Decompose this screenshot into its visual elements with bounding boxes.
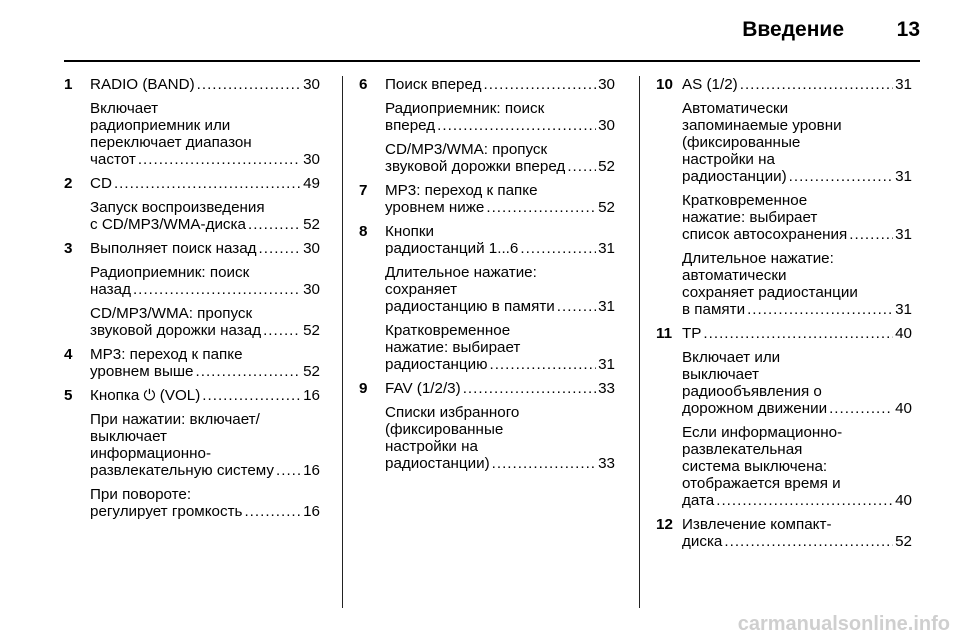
entry-paragraph bbox=[385, 100, 615, 134]
dot-leader bbox=[849, 226, 893, 243]
entry-line bbox=[385, 240, 615, 257]
entry-paragraph bbox=[682, 516, 912, 550]
entry-text: Длительное нажатие: bbox=[385, 264, 537, 281]
entry-paragraph bbox=[385, 141, 615, 175]
entry-line bbox=[682, 492, 912, 509]
entry-text: настройки на bbox=[682, 151, 775, 168]
dot-leader bbox=[114, 175, 301, 192]
entry-text: дорожном движении bbox=[682, 400, 828, 417]
entry-line bbox=[682, 400, 912, 417]
entry-text: Извлечение компакт- bbox=[682, 516, 832, 533]
entry-paragraph bbox=[90, 199, 320, 233]
entry-text: отображается время и bbox=[682, 475, 841, 492]
entry-text: RADIO (BAND) bbox=[90, 76, 195, 93]
entry-paragraph bbox=[385, 182, 615, 216]
watermark: carmanualsonline.info bbox=[737, 613, 950, 635]
dot-leader bbox=[248, 216, 301, 233]
dot-leader bbox=[716, 492, 893, 509]
entry-text: автоматически bbox=[682, 267, 787, 284]
page-reference: 31 bbox=[598, 298, 615, 315]
entry-line bbox=[385, 117, 615, 134]
dot-leader bbox=[463, 380, 596, 397]
entry-paragraph bbox=[682, 192, 912, 243]
dot-leader bbox=[829, 400, 893, 417]
entry-text: TP bbox=[682, 325, 702, 342]
entry-line bbox=[90, 322, 320, 339]
page-reference: 33 bbox=[598, 380, 615, 397]
entry-text: выключает bbox=[90, 428, 167, 445]
entry-text: информационно- bbox=[90, 445, 212, 462]
entry-text: MP3: переход к папке bbox=[90, 346, 243, 363]
dot-leader bbox=[197, 76, 301, 93]
index-entry-9 bbox=[359, 380, 615, 472]
column-1 bbox=[64, 76, 320, 527]
dot-leader bbox=[486, 199, 596, 216]
entry-line bbox=[385, 281, 615, 298]
entry-paragraph bbox=[682, 424, 912, 509]
entry-text: звуковой дорожки вперед bbox=[385, 158, 566, 175]
entry-line bbox=[90, 445, 320, 462]
entry-line bbox=[90, 134, 320, 151]
entry-line bbox=[90, 486, 320, 503]
page-reference: 30 bbox=[598, 117, 615, 134]
entry-line bbox=[385, 380, 615, 397]
page-reference: 49 bbox=[303, 175, 320, 192]
entry-text: Кратковременное bbox=[385, 322, 511, 339]
index-entry-12 bbox=[656, 516, 912, 550]
header-divider bbox=[64, 60, 920, 62]
entry-text: CD bbox=[90, 175, 112, 192]
entry-paragraph bbox=[385, 223, 615, 257]
entry-number: 12 bbox=[656, 516, 673, 533]
entry-text: Кратковременное bbox=[682, 192, 808, 209]
entry-text: радиообъявления о bbox=[682, 383, 822, 400]
entry-text: (фиксированные bbox=[385, 421, 504, 438]
entry-paragraph bbox=[682, 76, 912, 93]
entry-line bbox=[90, 411, 320, 428]
entry-line bbox=[682, 192, 912, 209]
entry-text: MP3: переход к папке bbox=[385, 182, 538, 199]
entry-text: Поиск вперед bbox=[385, 76, 482, 93]
dot-leader bbox=[789, 168, 893, 185]
entry-text: радиостанцию в памяти bbox=[385, 298, 555, 315]
page-reference: 52 bbox=[895, 533, 912, 550]
index-entry-8 bbox=[359, 223, 615, 373]
entry-text: уровнем выше bbox=[90, 363, 194, 380]
entry-line bbox=[682, 383, 912, 400]
dot-leader bbox=[259, 240, 302, 257]
entry-text: CD/MP3/WMA: пропуск bbox=[385, 141, 548, 158]
entry-line bbox=[90, 281, 320, 298]
entry-line bbox=[682, 151, 912, 168]
entry-line bbox=[385, 438, 615, 455]
entry-paragraph bbox=[90, 76, 320, 93]
entry-text: выключает bbox=[682, 366, 759, 383]
dot-leader bbox=[567, 158, 596, 175]
entry-text: нажатие: выбирает bbox=[385, 339, 521, 356]
entry-line bbox=[385, 421, 615, 438]
entry-line bbox=[682, 301, 912, 318]
column-divider-2 bbox=[639, 76, 640, 608]
entry-number: 8 bbox=[359, 223, 368, 240]
page-reference: 30 bbox=[303, 76, 320, 93]
entry-paragraph bbox=[682, 349, 912, 417]
entry-paragraph bbox=[385, 264, 615, 315]
entry-text: частот bbox=[90, 151, 136, 168]
entry-line bbox=[682, 100, 912, 117]
index-entry-5 bbox=[64, 387, 320, 520]
entry-line bbox=[682, 250, 912, 267]
entry-line bbox=[385, 339, 615, 356]
entry-line bbox=[385, 404, 615, 421]
dot-leader bbox=[133, 281, 301, 298]
entry-paragraph bbox=[682, 250, 912, 318]
page-reference: 52 bbox=[598, 199, 615, 216]
dot-leader bbox=[437, 117, 596, 134]
dot-leader bbox=[557, 298, 596, 315]
page-reference: 52 bbox=[303, 363, 320, 380]
page-header bbox=[64, 0, 920, 62]
entry-paragraph bbox=[90, 411, 320, 479]
page-reference: 30 bbox=[303, 281, 320, 298]
entry-text: с CD/MP3/WMA-диска bbox=[90, 216, 246, 233]
index-entry-11 bbox=[656, 325, 912, 509]
entry-text: Автоматически bbox=[682, 100, 789, 117]
entry-number: 11 bbox=[656, 325, 673, 342]
entry-text: (фиксированные bbox=[682, 134, 801, 151]
entry-number: 5 bbox=[64, 387, 73, 404]
page-reference: 31 bbox=[895, 226, 912, 243]
entry-text: Списки избранного bbox=[385, 404, 520, 421]
entry-text: переключает диапазон bbox=[90, 134, 252, 151]
entry-number: 4 bbox=[64, 346, 73, 363]
entry-line bbox=[682, 349, 912, 366]
entry-text: настройки на bbox=[385, 438, 478, 455]
entry-paragraph bbox=[385, 380, 615, 397]
entry-line bbox=[385, 455, 615, 472]
entry-text: вперед bbox=[385, 117, 436, 134]
dot-leader bbox=[724, 533, 893, 550]
entry-line bbox=[90, 387, 320, 404]
column-3 bbox=[656, 76, 912, 557]
entry-line bbox=[90, 216, 320, 233]
entry-line bbox=[385, 322, 615, 339]
entry-text: развлекательную систему bbox=[90, 462, 275, 479]
entry-number: 10 bbox=[656, 76, 673, 93]
entry-line bbox=[682, 424, 912, 441]
entry-line bbox=[90, 305, 320, 322]
entry-text: радиоприемник или bbox=[90, 117, 231, 134]
entry-text: в памяти bbox=[682, 301, 746, 318]
entry-paragraph bbox=[90, 100, 320, 168]
index-entry-3 bbox=[64, 240, 320, 339]
dot-leader bbox=[520, 240, 596, 257]
entry-line bbox=[682, 533, 912, 550]
entry-paragraph bbox=[90, 175, 320, 192]
entry-line bbox=[90, 428, 320, 445]
entry-line bbox=[682, 209, 912, 226]
dot-leader bbox=[483, 76, 596, 93]
dot-leader bbox=[263, 322, 301, 339]
page-number: 13 bbox=[896, 18, 920, 41]
entry-line bbox=[90, 151, 320, 168]
entry-text: При нажатии: включает/ bbox=[90, 411, 260, 428]
page-reference: 16 bbox=[303, 462, 320, 479]
page-reference: 40 bbox=[895, 400, 912, 417]
entry-text: регулирует громкость bbox=[90, 503, 243, 520]
entry-text: развлекательная bbox=[682, 441, 803, 458]
page-reference: 16 bbox=[303, 503, 320, 520]
entry-text: Радиоприемник: поиск bbox=[90, 264, 250, 281]
page-reference: 16 bbox=[303, 387, 320, 404]
entry-text: Кнопка ⏻ (VOL) bbox=[90, 387, 201, 404]
entry-line bbox=[385, 264, 615, 281]
entry-number: 1 bbox=[64, 76, 73, 93]
entry-text: Запуск воспроизведения bbox=[90, 199, 265, 216]
entry-text: сохраняет bbox=[385, 281, 458, 298]
entry-line bbox=[682, 117, 912, 134]
page-reference: 31 bbox=[598, 356, 615, 373]
entry-paragraph bbox=[90, 264, 320, 298]
dot-leader bbox=[196, 363, 302, 380]
page-reference: 31 bbox=[895, 76, 912, 93]
column-2 bbox=[359, 76, 615, 479]
entry-text: звуковой дорожки назад bbox=[90, 322, 262, 339]
entry-line bbox=[682, 441, 912, 458]
page-reference: 40 bbox=[895, 492, 912, 509]
entry-line bbox=[682, 475, 912, 492]
index-entry-4 bbox=[64, 346, 320, 380]
page-reference: 40 bbox=[895, 325, 912, 342]
entry-number: 7 bbox=[359, 182, 368, 199]
entry-text: назад bbox=[90, 281, 131, 298]
entry-text: Если информационно- bbox=[682, 424, 843, 441]
entry-text: система выключена: bbox=[682, 458, 828, 475]
entry-line bbox=[385, 76, 615, 93]
column-divider-1 bbox=[342, 76, 343, 608]
entry-text: Длительное нажатие: bbox=[682, 250, 834, 267]
page-reference: 30 bbox=[303, 240, 320, 257]
entry-line bbox=[385, 141, 615, 158]
entry-text: список автосохранения bbox=[682, 226, 848, 243]
entry-text: уровнем ниже bbox=[385, 199, 485, 216]
entry-line bbox=[90, 76, 320, 93]
dot-leader bbox=[740, 76, 893, 93]
entry-line bbox=[682, 134, 912, 151]
entry-number: 3 bbox=[64, 240, 73, 257]
index-entry-6 bbox=[359, 76, 615, 175]
dot-leader bbox=[138, 151, 301, 168]
entry-text: нажатие: выбирает bbox=[682, 209, 818, 226]
page-title: Введение bbox=[742, 18, 844, 41]
entry-text: При повороте: bbox=[90, 486, 192, 503]
index-entry-10 bbox=[656, 76, 912, 318]
dot-leader bbox=[244, 503, 301, 520]
entry-line bbox=[90, 264, 320, 281]
entry-text: радиостанции) bbox=[682, 168, 787, 185]
entry-line bbox=[682, 226, 912, 243]
entry-line bbox=[90, 100, 320, 117]
dot-leader bbox=[276, 462, 301, 479]
entry-text: Включает bbox=[90, 100, 159, 117]
entry-text: Радиоприемник: поиск bbox=[385, 100, 545, 117]
entry-number: 9 bbox=[359, 380, 368, 397]
dot-leader bbox=[489, 356, 596, 373]
entry-line bbox=[90, 117, 320, 134]
entry-text: радиостанцию bbox=[385, 356, 488, 373]
dot-leader bbox=[703, 325, 893, 342]
page-reference: 31 bbox=[895, 301, 912, 318]
entry-text: запоминаемые уровни bbox=[682, 117, 842, 134]
entry-paragraph bbox=[385, 76, 615, 93]
entry-paragraph bbox=[90, 486, 320, 520]
entry-line bbox=[90, 363, 320, 380]
dot-leader bbox=[202, 387, 301, 404]
entry-text: дата bbox=[682, 492, 715, 509]
entry-line bbox=[385, 158, 615, 175]
entry-paragraph bbox=[90, 305, 320, 339]
entry-line bbox=[90, 240, 320, 257]
entry-line bbox=[682, 366, 912, 383]
page-reference: 52 bbox=[303, 322, 320, 339]
entry-paragraph bbox=[90, 240, 320, 257]
entry-line bbox=[385, 223, 615, 240]
entry-line bbox=[682, 516, 912, 533]
dot-leader bbox=[492, 455, 596, 472]
entry-text: радиостанции) bbox=[385, 455, 490, 472]
entry-line bbox=[90, 175, 320, 192]
entry-line bbox=[90, 462, 320, 479]
page-reference: 52 bbox=[303, 216, 320, 233]
entry-line bbox=[385, 356, 615, 373]
entry-text: Включает или bbox=[682, 349, 781, 366]
page-reference: 31 bbox=[895, 168, 912, 185]
entry-line bbox=[385, 100, 615, 117]
entry-text: диска bbox=[682, 533, 723, 550]
page-reference: 31 bbox=[598, 240, 615, 257]
page-reference: 30 bbox=[598, 76, 615, 93]
entry-line bbox=[385, 199, 615, 216]
entry-line bbox=[682, 168, 912, 185]
entry-paragraph bbox=[682, 325, 912, 342]
entry-text: Кнопки bbox=[385, 223, 435, 240]
entry-text: FAV (1/2/3) bbox=[385, 380, 461, 397]
entry-line bbox=[682, 284, 912, 301]
page-reference: 52 bbox=[598, 158, 615, 175]
entry-line bbox=[90, 346, 320, 363]
entry-text: CD/MP3/WMA: пропуск bbox=[90, 305, 253, 322]
entry-line bbox=[90, 503, 320, 520]
page-reference: 30 bbox=[303, 151, 320, 168]
index-entry-7 bbox=[359, 182, 615, 216]
entry-line bbox=[682, 76, 912, 93]
entry-line bbox=[682, 325, 912, 342]
entry-paragraph bbox=[385, 404, 615, 472]
entry-number: 2 bbox=[64, 175, 73, 192]
entry-line bbox=[385, 182, 615, 199]
page-reference: 33 bbox=[598, 455, 615, 472]
entry-number: 6 bbox=[359, 76, 368, 93]
entry-paragraph bbox=[385, 322, 615, 373]
entry-line bbox=[682, 458, 912, 475]
entry-line bbox=[385, 298, 615, 315]
entry-paragraph bbox=[90, 387, 320, 404]
entry-text: AS (1/2) bbox=[682, 76, 738, 93]
index-entry-2 bbox=[64, 175, 320, 233]
entry-paragraph bbox=[90, 346, 320, 380]
entry-line bbox=[682, 267, 912, 284]
entry-text: сохраняет радиостанции bbox=[682, 284, 858, 301]
entry-text: Выполняет поиск назад bbox=[90, 240, 257, 257]
entry-text: радиостанций 1...6 bbox=[385, 240, 519, 257]
entry-line bbox=[90, 199, 320, 216]
index-entry-1 bbox=[64, 76, 320, 168]
dot-leader bbox=[747, 301, 893, 318]
entry-paragraph bbox=[682, 100, 912, 185]
